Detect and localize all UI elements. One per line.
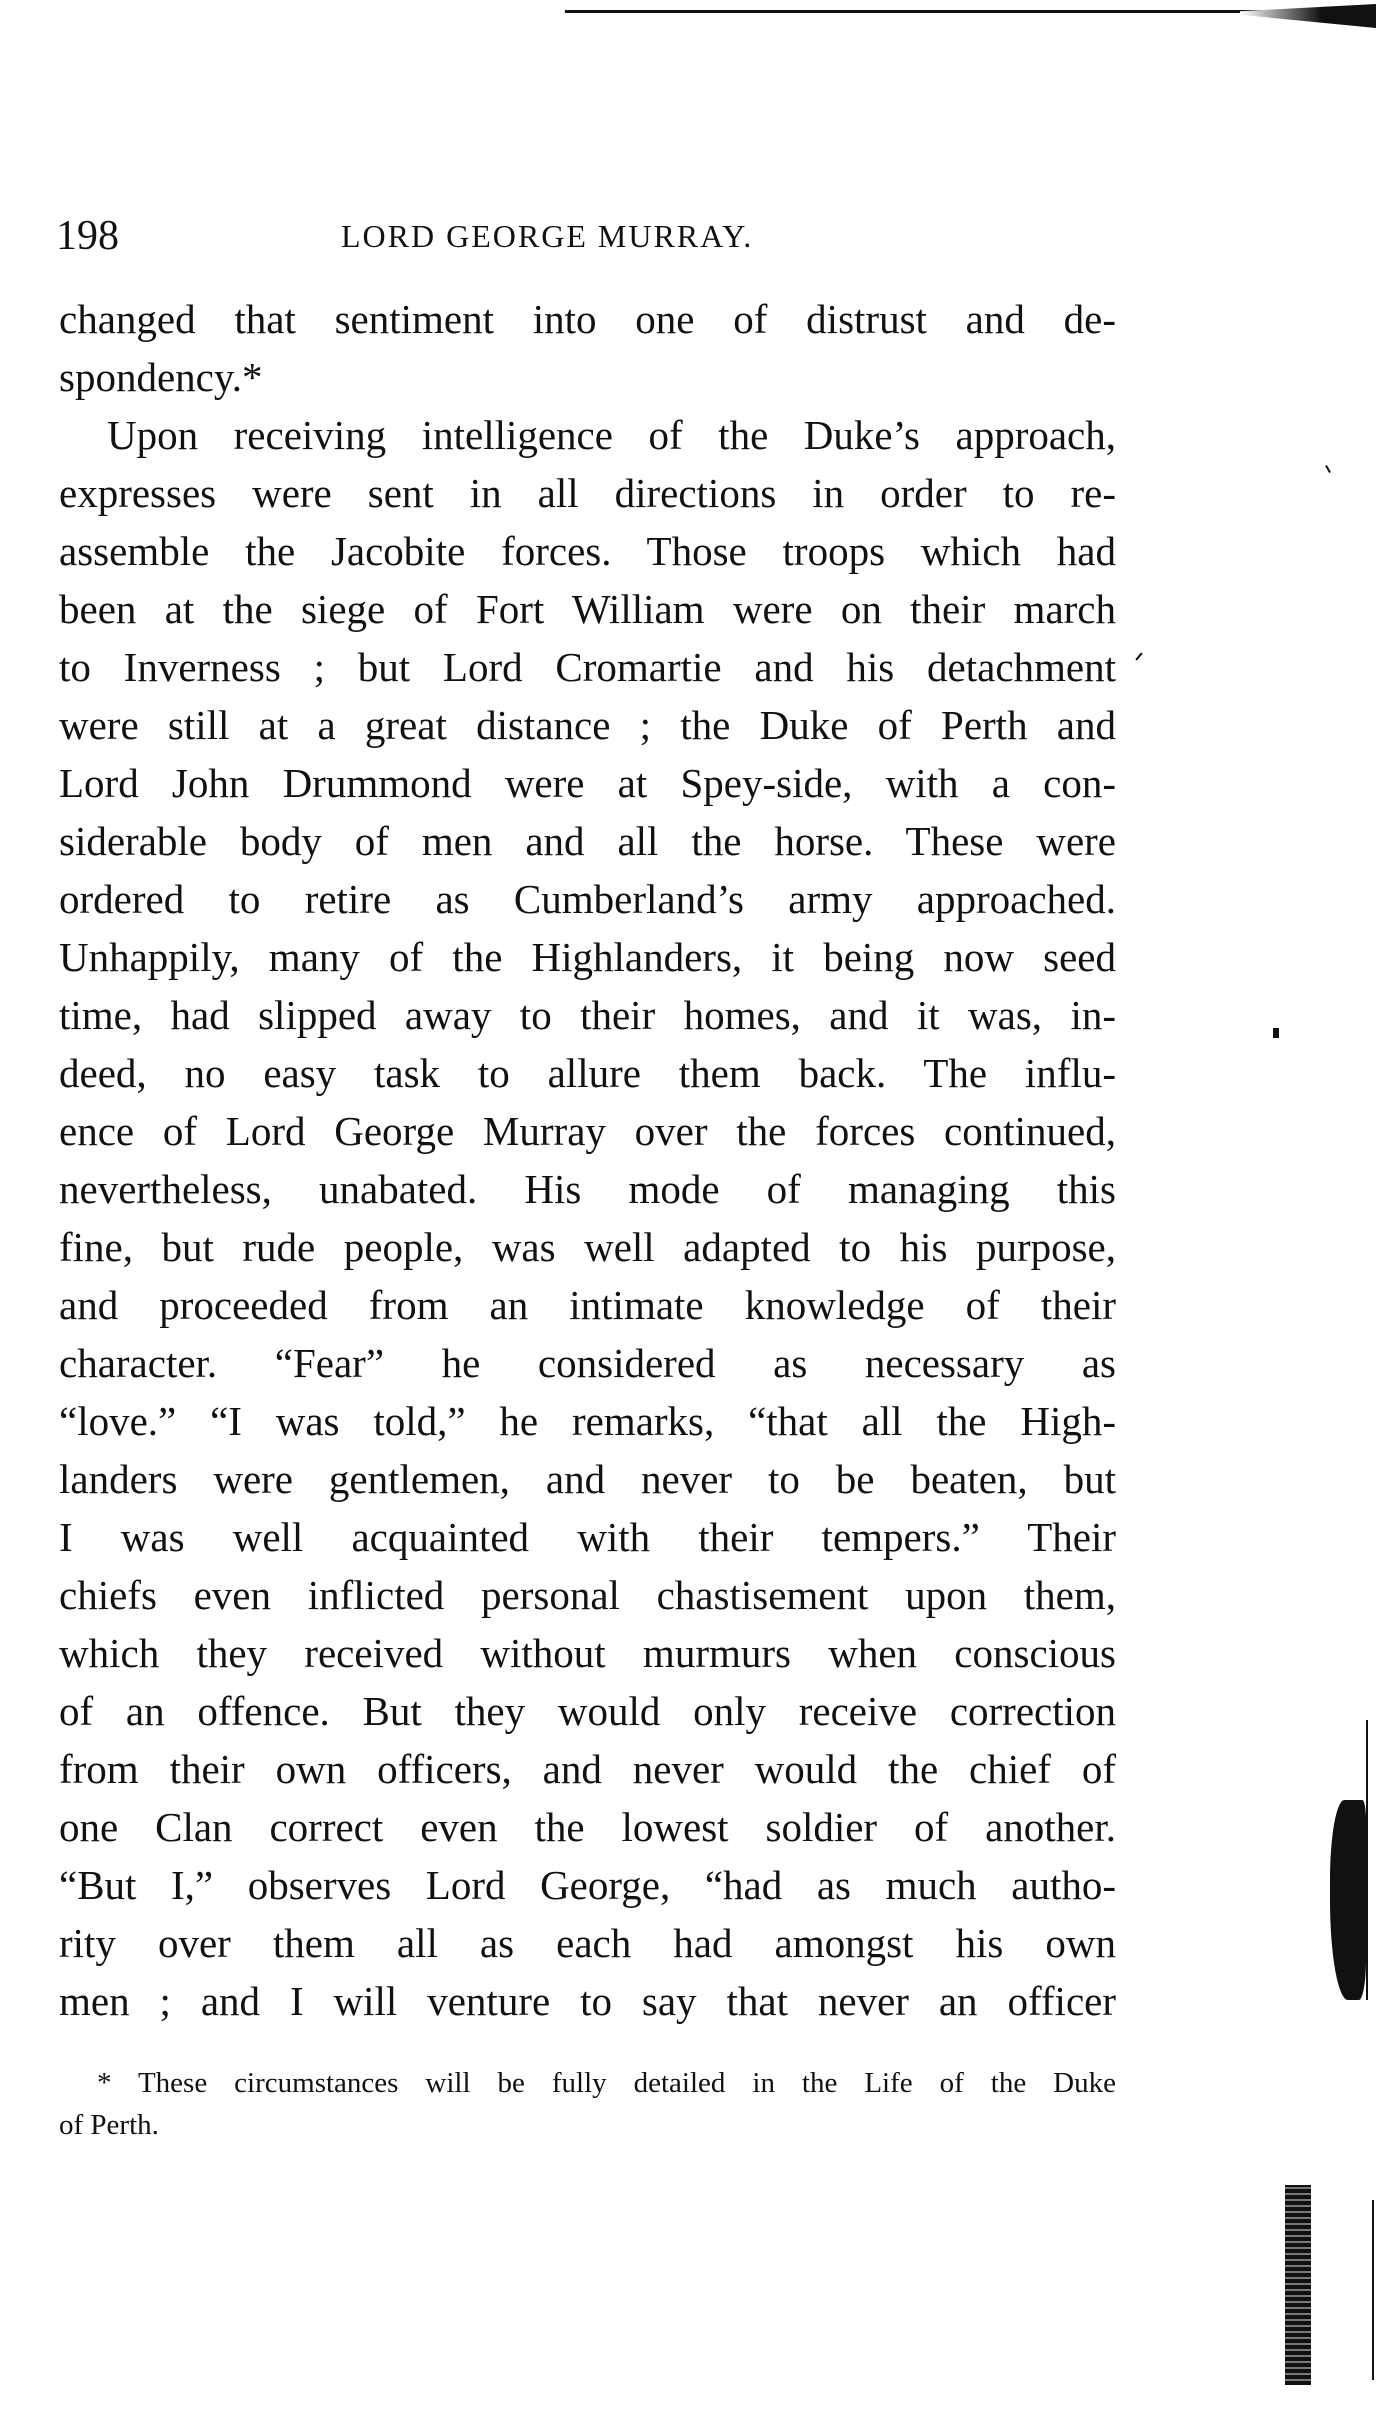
page-number: 198 (56, 213, 119, 259)
text-line: nevertheless, unabated. His mode of managing this (59, 1166, 1116, 1212)
footnote-line: * These circumstances will be fully detailed in the Life of the Duke (97, 2067, 1116, 2099)
text-line: were still at a great distance ; the Duke of Perth and (59, 702, 1116, 748)
text-line: siderable body of men and all the horse. These were (59, 818, 1116, 864)
text-line: from their own officers, and never would the chief of (59, 1746, 1116, 1792)
margin-blot (1330, 1800, 1366, 2000)
text-line: ordered to retire as Cumberland’s army approached. (59, 876, 1116, 922)
text-line: fine, but rude people, was well adapted to his purpose, (59, 1224, 1116, 1270)
text-line: men ; and I will venture to say that never an officer (59, 1978, 1116, 2024)
top-scan-rule-edge (1240, 4, 1376, 28)
text-line: ence of Lord George Murray over the forces continued, (59, 1108, 1116, 1154)
top-scan-rule (565, 10, 1345, 13)
running-title: LORD GEORGE MURRAY. (341, 218, 754, 254)
text-line: landers were gentlemen, and never to be beaten, but (59, 1456, 1116, 1502)
text-line: time, had slipped away to their homes, and it was, in- (59, 992, 1116, 1038)
text-line: and proceeded from an intimate knowledge of their (59, 1282, 1116, 1328)
text-line: been at the siege of Fort William were on their march (59, 586, 1116, 632)
text-line: rity over them all as each had amongst his own (59, 1920, 1116, 1966)
body-text (59, 290, 1116, 2030)
margin-blot (1285, 2185, 1311, 2385)
text-line: Lord John Drummond were at Spey-side, with a con- (59, 760, 1116, 806)
text-line: to Inverness ; but Lord Cromartie and his detachment (59, 644, 1116, 690)
text-line: expresses were sent in all directions in order to re- (59, 470, 1116, 516)
text-line: Unhappily, many of the Highlanders, it being now seed (59, 934, 1116, 980)
text-line: I was well acquainted with their tempers.” Their (59, 1514, 1116, 1560)
text-line: changed that sentiment into one of distrust and de- (59, 296, 1116, 342)
text-line: assemble the Jacobite forces. Those troops which had (59, 528, 1116, 574)
text-line: “But I,” observes Lord George, “had as much autho- (59, 1862, 1116, 1908)
margin-edge-line (1372, 2200, 1374, 2380)
page-header (56, 212, 1116, 262)
text-line: which they received without murmurs when conscious (59, 1630, 1116, 1676)
text-line: one Clan correct even the lowest soldier of another. (59, 1804, 1116, 1850)
text-line: spondency.* (59, 354, 263, 400)
text-line: character. “Fear” he considered as necessary as (59, 1340, 1116, 1386)
footnote (59, 2062, 1116, 2146)
margin-mark (1135, 652, 1142, 660)
text-line: deed, no easy task to allure them back. The influ- (59, 1050, 1116, 1096)
margin-edge-line (1366, 1720, 1368, 2000)
margin-mark (1273, 1028, 1279, 1038)
footnote-line: of Perth. (59, 2109, 159, 2141)
text-line: “love.” “I was told,” he remarks, “that all the High- (59, 1398, 1116, 1444)
text-line: Upon receiving intelligence of the Duke’s approach, (107, 412, 1116, 458)
margin-mark (1325, 465, 1331, 473)
text-line: of an offence. But they would only receive correction (59, 1688, 1116, 1734)
text-line: chiefs even inflicted personal chastisement upon them, (59, 1572, 1116, 1618)
